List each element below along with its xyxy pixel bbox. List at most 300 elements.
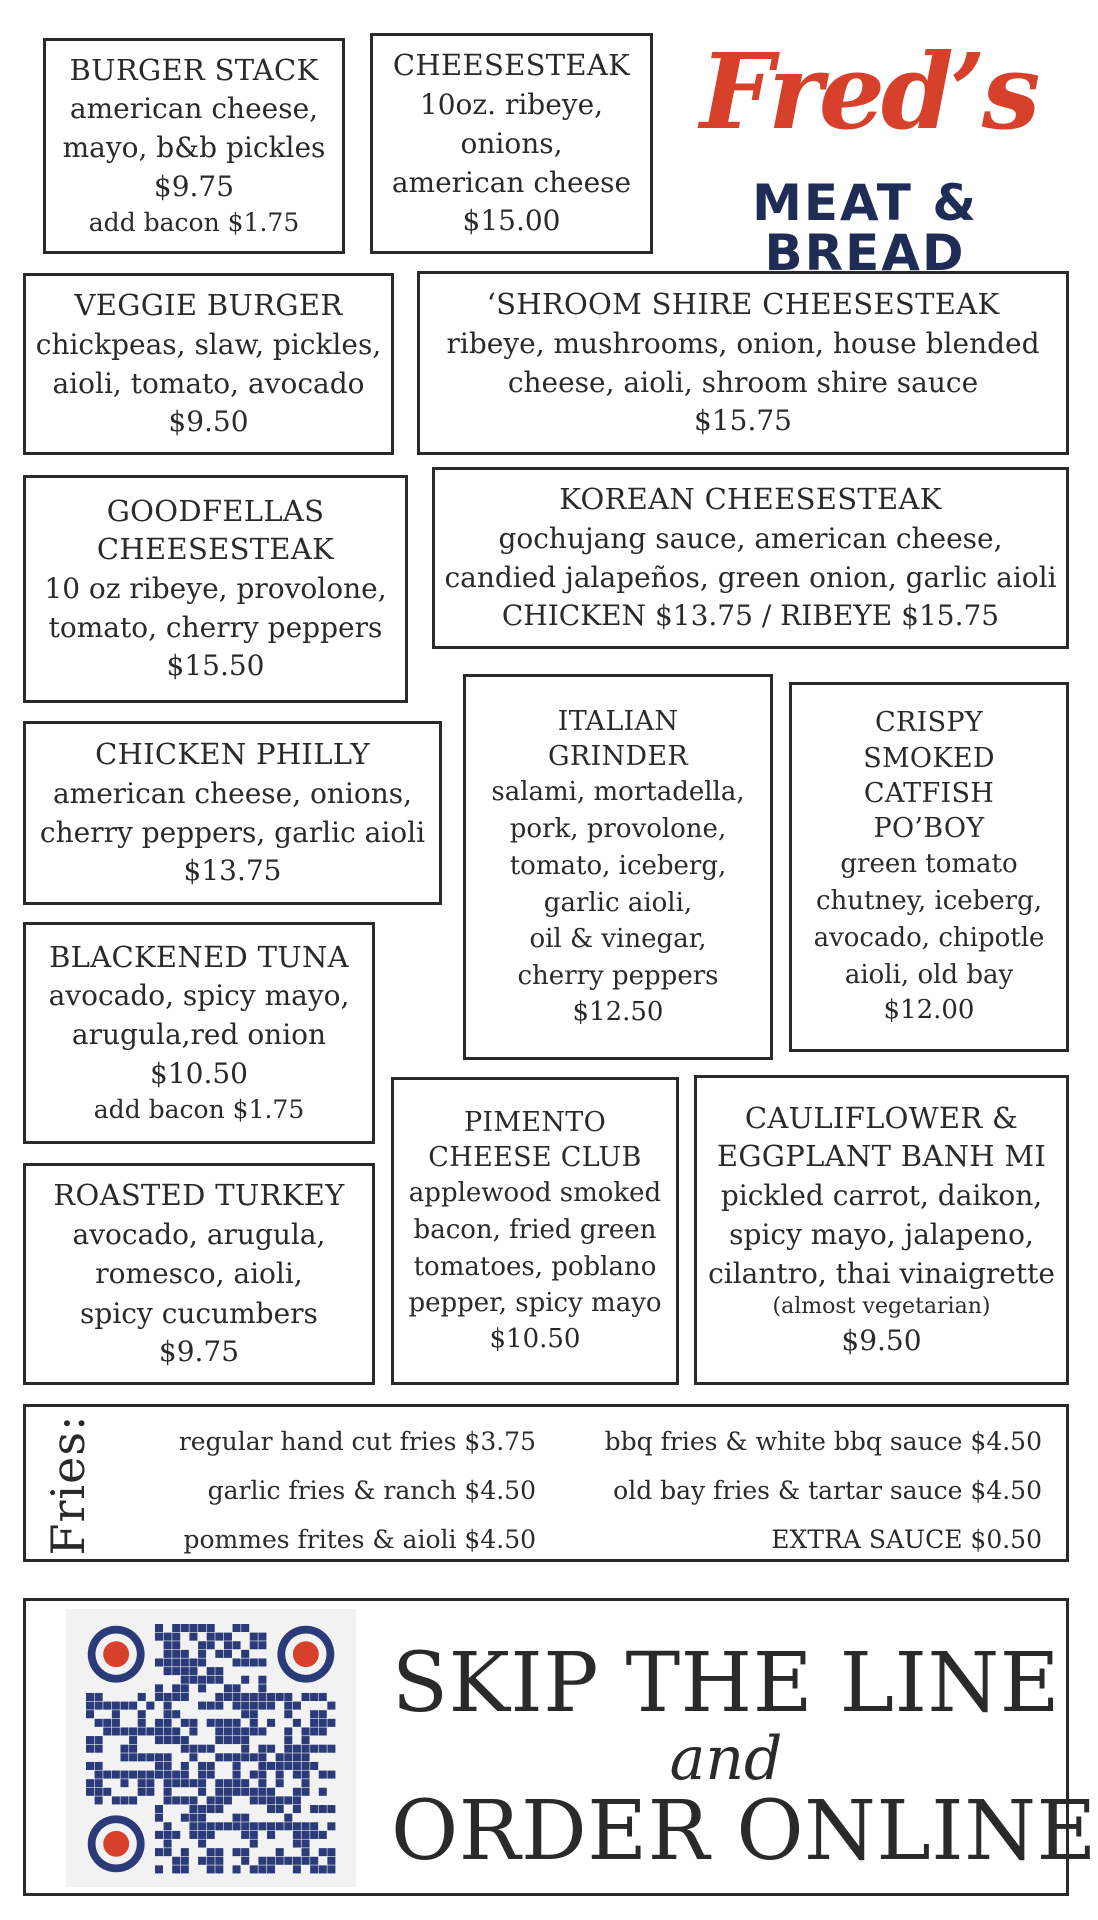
qr-module xyxy=(258,1641,266,1649)
qr-module xyxy=(233,1848,241,1856)
qr-module xyxy=(164,1710,172,1718)
qr-module xyxy=(241,1745,249,1753)
qr-module xyxy=(172,1658,180,1666)
qr-module xyxy=(233,1814,241,1822)
qr-module xyxy=(164,1779,172,1787)
order-online-section xyxy=(23,1598,1097,1896)
qr-module xyxy=(198,1788,206,1796)
qr-module xyxy=(207,1633,215,1641)
qr-module xyxy=(207,1719,215,1727)
qr-module xyxy=(181,1667,189,1675)
menu-item-burger-stack xyxy=(43,38,345,254)
qr-module xyxy=(215,1788,223,1796)
qr-module xyxy=(189,1822,197,1830)
qr-module xyxy=(284,1753,292,1761)
qr-module xyxy=(258,1693,266,1701)
qr-module xyxy=(327,1702,335,1710)
qr-module xyxy=(95,1745,103,1753)
qr-module xyxy=(103,1788,111,1796)
qr-module xyxy=(284,1710,292,1718)
qr-module xyxy=(241,1710,249,1718)
item-desc: tomato, cherry peppers xyxy=(48,610,383,644)
qr-module xyxy=(155,1658,163,1666)
qr-module xyxy=(112,1710,120,1718)
qr-module xyxy=(319,1727,327,1735)
qr-module xyxy=(181,1624,189,1632)
qr-module xyxy=(319,1745,327,1753)
qr-module xyxy=(224,1684,232,1692)
qr-module xyxy=(129,1702,137,1710)
qr-module xyxy=(327,1857,335,1865)
qr-module xyxy=(120,1727,128,1735)
qr-module xyxy=(267,1865,275,1873)
qr-module xyxy=(258,1779,266,1787)
qr-module xyxy=(138,1727,146,1735)
qr-module xyxy=(189,1745,197,1753)
item-desc: gochujang sauce, american cheese, xyxy=(498,521,1003,555)
qr-module xyxy=(319,1771,327,1779)
qr-module xyxy=(250,1641,258,1649)
qr-module xyxy=(172,1650,180,1658)
qr-module xyxy=(112,1771,120,1779)
qr-module xyxy=(302,1762,310,1770)
qr-module xyxy=(164,1788,172,1796)
qr-module xyxy=(258,1771,266,1779)
qr-module xyxy=(172,1831,180,1839)
qr-module xyxy=(302,1848,310,1856)
qr-module xyxy=(233,1658,241,1666)
qr-module xyxy=(276,1857,284,1865)
qr-module xyxy=(207,1676,215,1684)
qr-module xyxy=(233,1771,241,1779)
qr-module xyxy=(215,1676,223,1684)
item-desc: pork, provolone, xyxy=(509,813,727,844)
qr-module xyxy=(189,1779,197,1787)
qr-module xyxy=(319,1788,327,1796)
cta-line-1: SKIP THE LINE xyxy=(391,1636,1061,1731)
qr-module xyxy=(86,1693,94,1701)
qr-module xyxy=(250,1796,258,1804)
qr-module xyxy=(250,1693,258,1701)
qr-module xyxy=(293,1857,301,1865)
qr-module xyxy=(310,1710,318,1718)
qr-module xyxy=(146,1753,154,1761)
qr-module xyxy=(198,1840,206,1848)
item-title: ITALIAN xyxy=(557,705,679,737)
qr-module xyxy=(181,1693,189,1701)
qr-module xyxy=(164,1633,172,1641)
qr-module xyxy=(207,1667,215,1675)
qr-module xyxy=(250,1753,258,1761)
qr-module xyxy=(164,1693,172,1701)
item-price: $12.00 xyxy=(883,995,975,1026)
qr-module xyxy=(276,1822,284,1830)
item-title: PO’BOY xyxy=(873,812,985,844)
qr-module xyxy=(198,1684,206,1692)
qr-module xyxy=(319,1805,327,1813)
menu-item-catfish-poboy xyxy=(789,682,1069,1052)
qr-module xyxy=(250,1865,258,1873)
qr-module xyxy=(224,1788,232,1796)
qr-module xyxy=(164,1736,172,1744)
qr-module xyxy=(189,1633,197,1641)
logo-subtitle: MEAT & BREAD xyxy=(752,174,978,282)
qr-module xyxy=(181,1745,189,1753)
qr-module xyxy=(258,1676,266,1684)
item-desc: aioli, old bay xyxy=(844,959,1014,990)
qr-module xyxy=(95,1771,103,1779)
qr-module xyxy=(172,1693,180,1701)
item-desc: 10 oz ribeye, provolone, xyxy=(44,571,387,605)
qr-module xyxy=(250,1788,258,1796)
item-desc: cilantro, thai vinaigrette xyxy=(708,1257,1055,1291)
qr-module xyxy=(258,1762,266,1770)
qr-module xyxy=(276,1848,284,1856)
qr-code-icon xyxy=(86,1624,336,1874)
qr-module xyxy=(241,1848,249,1856)
qr-module xyxy=(112,1727,120,1735)
qr-module xyxy=(233,1788,241,1796)
qr-module xyxy=(241,1624,249,1632)
item-title: VEGGIE BURGER xyxy=(74,288,343,323)
qr-module xyxy=(284,1727,292,1735)
item-desc: 10oz. ribeye, xyxy=(419,87,604,121)
qr-module xyxy=(233,1865,241,1873)
qr-module xyxy=(207,1771,215,1779)
qr-module xyxy=(241,1658,249,1666)
qr-module xyxy=(241,1779,249,1787)
qr-module xyxy=(146,1779,154,1787)
qr-module xyxy=(258,1745,266,1753)
qr-module xyxy=(258,1658,266,1666)
qr-module xyxy=(258,1702,266,1710)
item-desc: garlic aioli, xyxy=(543,887,693,918)
qr-finder-ring xyxy=(103,1641,129,1667)
fries-list-right xyxy=(605,1417,1042,1564)
item-title: GOODFELLAS xyxy=(106,494,325,529)
fries-item: EXTRA SAUCE $0.50 xyxy=(771,1525,1042,1554)
qr-module xyxy=(327,1848,335,1856)
qr-module xyxy=(293,1702,301,1710)
qr-module xyxy=(215,1822,223,1830)
item-desc: pickled carrot, daikon, xyxy=(720,1178,1043,1212)
qr-module xyxy=(267,1857,275,1865)
qr-module xyxy=(233,1779,241,1787)
qr-module xyxy=(129,1745,137,1753)
qr-module xyxy=(302,1727,310,1735)
item-title: PIMENTO xyxy=(463,1106,607,1138)
qr-module xyxy=(103,1727,111,1735)
qr-module xyxy=(302,1736,310,1744)
qr-module xyxy=(198,1702,206,1710)
qr-module xyxy=(86,1710,94,1718)
qr-module xyxy=(189,1805,197,1813)
qr-module xyxy=(164,1840,172,1848)
qr-module xyxy=(189,1796,197,1804)
qr-module xyxy=(207,1745,215,1753)
qr-module xyxy=(164,1667,172,1675)
qr-module xyxy=(302,1779,310,1787)
qr-module xyxy=(258,1857,266,1865)
qr-module xyxy=(172,1779,180,1787)
qr-module xyxy=(181,1848,189,1856)
fries-item: bbq fries & white bbq sauce $4.50 xyxy=(604,1427,1042,1456)
qr-module xyxy=(164,1762,172,1770)
qr-module xyxy=(172,1667,180,1675)
menu-item-veggie-burger xyxy=(23,273,394,455)
menu-item-pimento-cheese-club xyxy=(391,1077,679,1385)
qr-module xyxy=(172,1736,180,1744)
qr-module xyxy=(103,1702,111,1710)
qr-module xyxy=(302,1831,310,1839)
qr-module xyxy=(233,1702,241,1710)
qr-module xyxy=(181,1779,189,1787)
qr-module xyxy=(319,1693,327,1701)
qr-module xyxy=(215,1865,223,1873)
fries-list-left xyxy=(179,1417,536,1564)
qr-module xyxy=(198,1641,206,1649)
qr-module xyxy=(267,1745,275,1753)
qr-module xyxy=(310,1857,318,1865)
qr-module xyxy=(155,1848,163,1856)
qr-module xyxy=(129,1796,137,1804)
qr-module xyxy=(327,1822,335,1830)
qr-module xyxy=(146,1727,154,1735)
qr-module xyxy=(164,1719,172,1727)
qr-module xyxy=(293,1822,301,1830)
qr-module xyxy=(310,1745,318,1753)
qr-module xyxy=(155,1814,163,1822)
fries-item: old bay fries & tartar sauce $4.50 xyxy=(613,1476,1042,1505)
qr-module xyxy=(284,1822,292,1830)
qr-module xyxy=(86,1702,94,1710)
qr-module xyxy=(164,1822,172,1830)
qr-module xyxy=(267,1805,275,1813)
qr-module xyxy=(224,1727,232,1735)
qr-module xyxy=(155,1753,163,1761)
item-title: SMOKED xyxy=(863,742,995,774)
qr-module xyxy=(284,1857,292,1865)
qr-module xyxy=(215,1650,223,1658)
qr-module xyxy=(284,1814,292,1822)
qr-module xyxy=(293,1840,301,1848)
qr-module xyxy=(181,1736,189,1744)
fries-label: Fries: xyxy=(41,1414,95,1556)
logo-script: Fred’s xyxy=(700,30,1037,153)
item-title: BURGER STACK xyxy=(69,52,319,87)
item-price: $15.50 xyxy=(166,648,265,682)
qr-module xyxy=(319,1848,327,1856)
qr-module xyxy=(164,1831,172,1839)
qr-module xyxy=(302,1753,310,1761)
qr-module xyxy=(233,1719,241,1727)
qr-module xyxy=(250,1822,258,1830)
qr-module xyxy=(215,1753,223,1761)
item-title: CAULIFLOWER & xyxy=(744,1101,1019,1136)
item-desc: arugula,red onion xyxy=(71,1018,327,1052)
qr-module xyxy=(189,1658,197,1666)
qr-module xyxy=(250,1702,258,1710)
qr-module xyxy=(215,1848,223,1856)
qr-module xyxy=(319,1719,327,1727)
menu-item-cheesesteak xyxy=(370,33,653,254)
qr-module xyxy=(129,1771,137,1779)
qr-module xyxy=(138,1779,146,1787)
qr-module xyxy=(138,1710,146,1718)
qr-module xyxy=(189,1831,197,1839)
item-title: GRINDER xyxy=(548,740,688,772)
qr-module xyxy=(120,1753,128,1761)
qr-module xyxy=(224,1822,232,1830)
qr-module xyxy=(276,1796,284,1804)
qr-module xyxy=(250,1710,258,1718)
qr-module xyxy=(224,1650,232,1658)
menu-item-banh-mi xyxy=(694,1075,1069,1385)
qr-finder-ring xyxy=(103,1831,129,1857)
qr-module xyxy=(215,1805,223,1813)
qr-module xyxy=(172,1865,180,1873)
item-price: $10.50 xyxy=(150,1056,248,1090)
qr-module xyxy=(198,1779,206,1787)
qr-module xyxy=(233,1727,241,1735)
qr-module xyxy=(207,1624,215,1632)
qr-module xyxy=(327,1771,335,1779)
qr-module xyxy=(224,1779,232,1787)
qr-module xyxy=(327,1865,335,1873)
item-addon: add bacon $1.75 xyxy=(93,1095,305,1125)
menu-item-shroom-shire-cheesesteak xyxy=(417,271,1069,455)
qr-module xyxy=(293,1788,301,1796)
qr-module xyxy=(258,1753,266,1761)
qr-module xyxy=(146,1788,154,1796)
freds-logo xyxy=(690,30,1040,282)
qr-module xyxy=(103,1771,111,1779)
qr-module xyxy=(276,1762,284,1770)
qr-module xyxy=(155,1633,163,1641)
item-price: $12.50 xyxy=(572,997,664,1028)
qr-module xyxy=(233,1736,241,1744)
qr-module xyxy=(215,1779,223,1787)
item-desc: avocado, spicy mayo, xyxy=(48,979,350,1013)
qr-module xyxy=(155,1684,163,1692)
qr-module xyxy=(207,1822,215,1830)
item-title: EGGPLANT BANH MI xyxy=(716,1139,1047,1174)
qr-module xyxy=(233,1762,241,1770)
item-title: KOREAN CHEESESTEAK xyxy=(559,482,942,517)
qr-module xyxy=(207,1762,215,1770)
qr-module xyxy=(319,1831,327,1839)
qr-module xyxy=(181,1814,189,1822)
qr-module xyxy=(207,1805,215,1813)
qr-module xyxy=(284,1796,292,1804)
item-desc: aioli, tomato, avocado xyxy=(52,366,365,400)
item-title: BLACKENED TUNA xyxy=(49,939,349,974)
qr-module xyxy=(172,1771,180,1779)
item-title: CHEESESTEAK xyxy=(392,47,631,82)
qr-module xyxy=(112,1702,120,1710)
item-price: $15.75 xyxy=(694,404,792,438)
item-desc: tomatoes, poblano xyxy=(413,1251,657,1282)
qr-module xyxy=(164,1848,172,1856)
qr-module xyxy=(250,1771,258,1779)
qr-module xyxy=(198,1814,206,1822)
qr-module xyxy=(155,1771,163,1779)
qr-module xyxy=(310,1719,318,1727)
qr-module xyxy=(86,1745,94,1753)
item-desc: american cheese, xyxy=(69,92,319,126)
qr-module xyxy=(112,1796,120,1804)
item-desc: avocado, arugula, xyxy=(72,1218,326,1252)
menu-item-italian-grinder xyxy=(463,674,773,1060)
item-desc: mayo, b&b pickles xyxy=(62,131,326,165)
qr-module xyxy=(233,1624,241,1632)
qr-module xyxy=(155,1805,163,1813)
qr-module xyxy=(198,1771,206,1779)
qr-module xyxy=(267,1719,275,1727)
qr-module xyxy=(250,1831,258,1839)
qr-code[interactable] xyxy=(66,1609,356,1887)
qr-module xyxy=(302,1840,310,1848)
qr-module xyxy=(215,1693,223,1701)
menu-item-korean-cheesesteak xyxy=(432,467,1069,649)
qr-module xyxy=(120,1702,128,1710)
qr-module xyxy=(198,1831,206,1839)
item-desc: applewood smoked xyxy=(408,1177,662,1208)
qr-finder-ring xyxy=(293,1641,319,1667)
qr-module xyxy=(164,1650,172,1658)
item-price: $15.00 xyxy=(462,204,561,238)
qr-module xyxy=(164,1753,172,1761)
item-desc: cherry peppers, garlic aioli xyxy=(39,815,426,849)
qr-module xyxy=(95,1779,103,1787)
qr-module xyxy=(120,1796,128,1804)
menu-item-goodfellas-cheesesteak xyxy=(23,475,408,703)
qr-module xyxy=(302,1745,310,1753)
qr-module xyxy=(189,1667,197,1675)
qr-module xyxy=(276,1693,284,1701)
qr-module xyxy=(198,1676,206,1684)
qr-module xyxy=(95,1762,103,1770)
item-price: $9.50 xyxy=(841,1323,922,1357)
qr-module xyxy=(258,1788,266,1796)
qr-module xyxy=(233,1693,241,1701)
qr-module xyxy=(198,1650,206,1658)
qr-module xyxy=(233,1822,241,1830)
qr-module xyxy=(284,1702,292,1710)
qr-module xyxy=(181,1719,189,1727)
qr-module xyxy=(164,1796,172,1804)
qr-module xyxy=(241,1693,249,1701)
qr-module xyxy=(224,1641,232,1649)
qr-module xyxy=(172,1641,180,1649)
item-desc: cherry peppers xyxy=(517,961,719,992)
qr-module xyxy=(198,1658,206,1666)
qr-module xyxy=(95,1788,103,1796)
item-desc: onions, xyxy=(460,126,563,160)
qr-module xyxy=(276,1805,284,1813)
item-desc: cheese, aioli, shroom shire sauce xyxy=(507,365,979,399)
qr-module xyxy=(319,1710,327,1718)
qr-module xyxy=(241,1857,249,1865)
item-price: $10.50 xyxy=(489,1324,581,1355)
qr-module xyxy=(310,1831,318,1839)
qr-module xyxy=(155,1624,163,1632)
qr-module xyxy=(302,1822,310,1830)
qr-module xyxy=(267,1796,275,1804)
qr-module xyxy=(198,1745,206,1753)
qr-module xyxy=(241,1727,249,1735)
item-desc: tomato, iceberg, xyxy=(509,850,727,881)
